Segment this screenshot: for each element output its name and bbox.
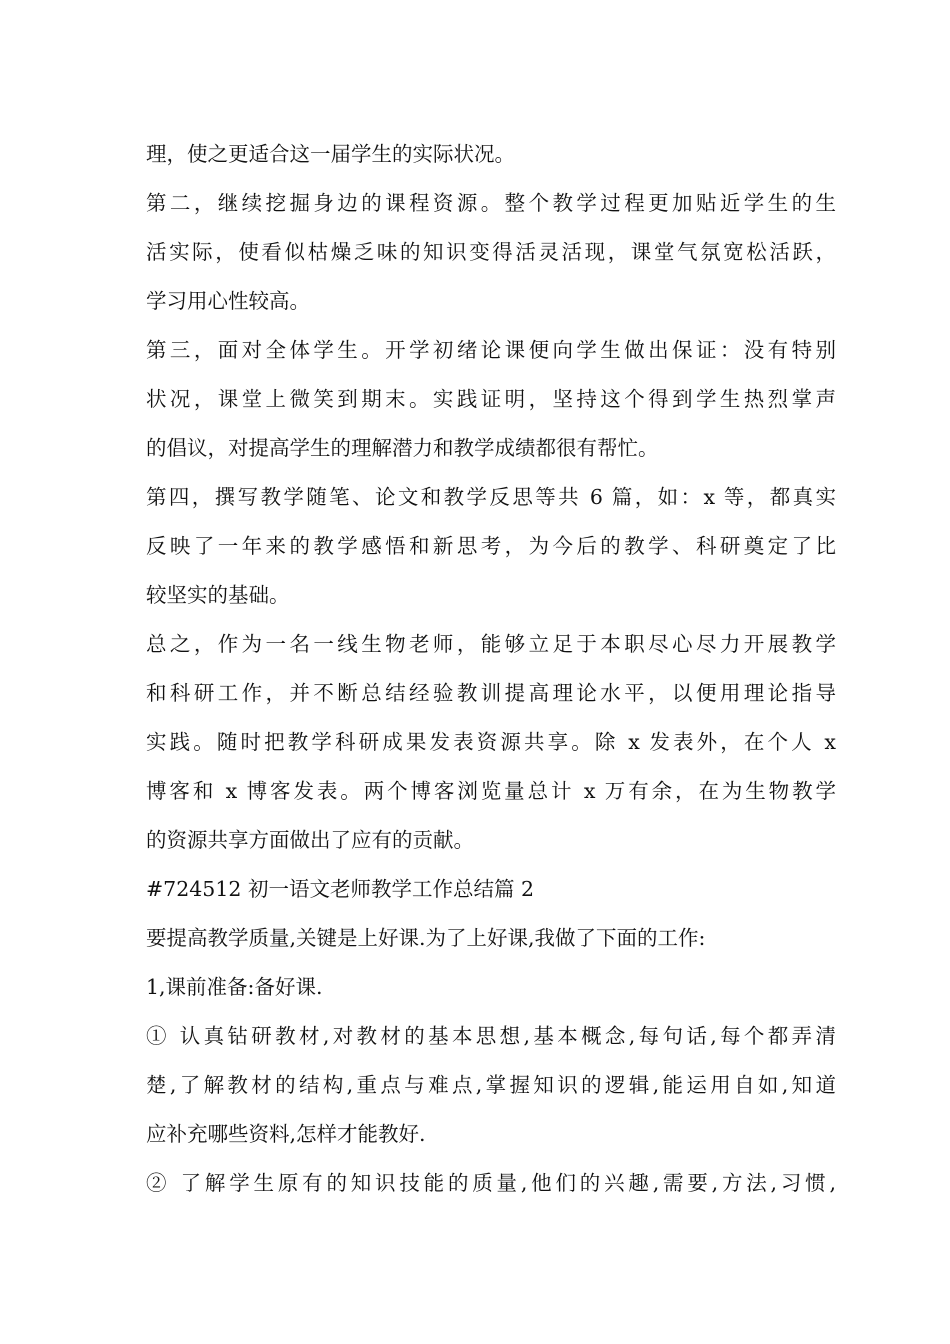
section-heading: #724512 初一语文老师教学工作总结篇 2 bbox=[146, 877, 535, 901]
text-line: 第二，继续挖掘身边的课程资源。整个教学过程更加贴近学生的生 bbox=[146, 191, 836, 215]
text-line: 和科研工作，并不断总结经验教训提高理论水平，以便用理论指导 bbox=[146, 681, 836, 705]
text-line: 1,课前准备:备好课. bbox=[146, 975, 323, 999]
text-line: 第三，面对全体学生。开学初绪论课便向学生做出保证：没有特别 bbox=[146, 338, 836, 362]
text-line: 应补充哪些资料,怎样才能教好. bbox=[146, 1122, 426, 1146]
document-body bbox=[146, 130, 836, 1208]
text-line: 活实际，使看似枯燥乏味的知识变得活灵活现，课堂气氛宽松活跃， bbox=[146, 240, 836, 264]
text-line: 反映了一年来的教学感悟和新思考，为今后的教学、科研奠定了比 bbox=[146, 534, 836, 558]
text-line: 博客和 x 博客发表。两个博客浏览量总计 x 万有余，在为生物教学 bbox=[146, 779, 836, 803]
text-line: 楚,了解教材的结构,重点与难点,掌握知识的逻辑,能运用自如,知道 bbox=[146, 1073, 836, 1097]
text-line: 第四，撰写教学随笔、论文和教学反思等共 6 篇，如：x 等，都真实 bbox=[146, 485, 836, 509]
text-line: 的倡议，对提高学生的理解潜力和教学成绩都很有帮忙。 bbox=[146, 436, 659, 460]
text-line: 较坚实的基础。 bbox=[146, 583, 290, 607]
text-line: 实践。随时把教学科研成果发表资源共享。除 x 发表外，在个人 x bbox=[146, 730, 836, 754]
text-line: 的资源共享方面做出了应有的贡献。 bbox=[146, 828, 474, 852]
text-line: 理，使之更适合这一届学生的实际状况。 bbox=[146, 142, 515, 166]
text-line: 总之，作为一名一线生物老师，能够立足于本职尽心尽力开展教学 bbox=[146, 632, 836, 656]
text-line: 要提高教学质量,关键是上好课.为了上好课,我做了下面的工作: bbox=[146, 926, 706, 950]
text-line: ② 了解学生原有的知识技能的质量,他们的兴趣,需要,方法,习惯, bbox=[146, 1171, 836, 1195]
text-line: ① 认真钻研教材,对教材的基本思想,基本概念,每句话,每个都弄清 bbox=[146, 1024, 836, 1048]
text-line: 学习用心性较高。 bbox=[146, 289, 310, 313]
text-line: 状况，课堂上微笑到期末。实践证明，坚持这个得到学生热烈掌声 bbox=[146, 387, 836, 411]
